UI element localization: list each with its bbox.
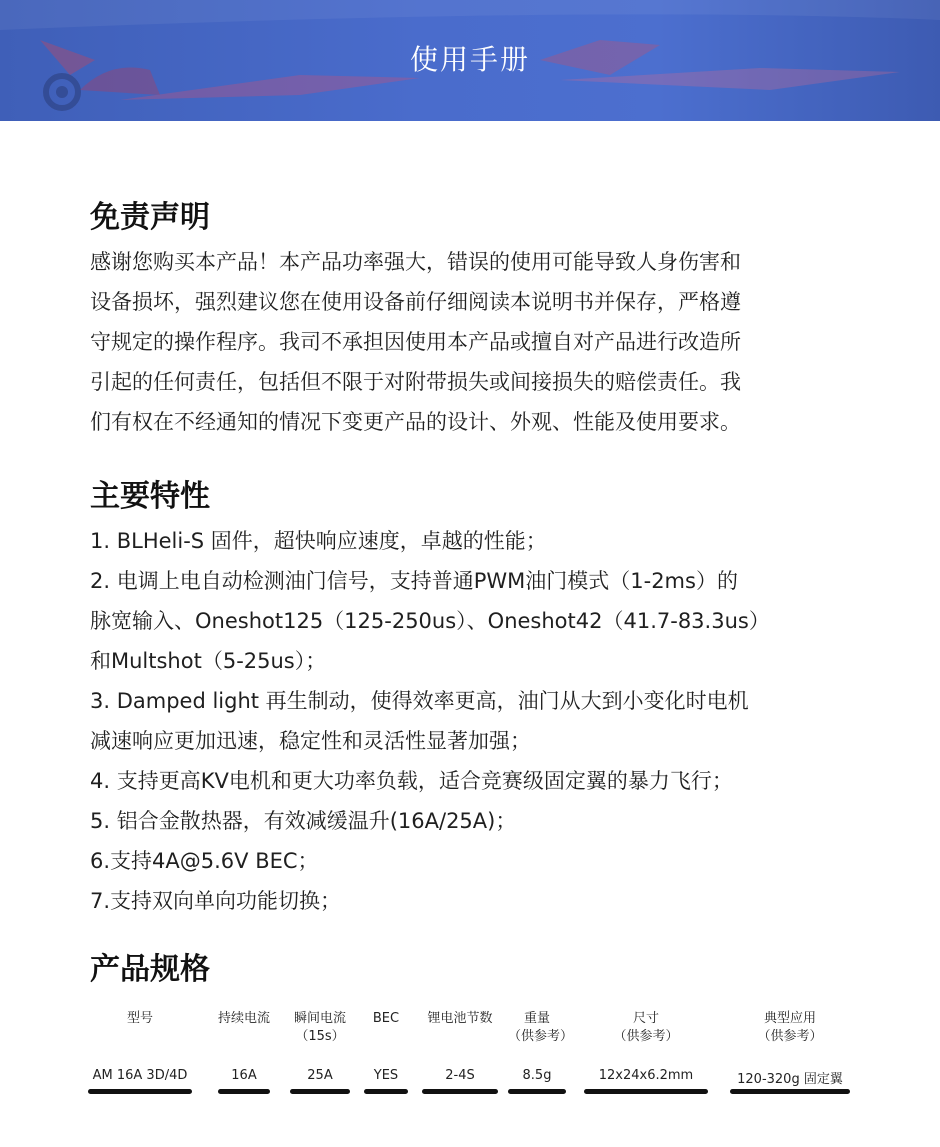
spec-column-bec xyxy=(364,1010,408,1083)
spec-header: 持续电流 xyxy=(218,1011,271,1026)
disclaimer-section xyxy=(90,198,850,442)
feature-item: 脉宽输入、Oneshot125（125-250us）、Oneshot42（41.7-83.3us） xyxy=(90,609,770,633)
spec-value: 120-320g 固定翼 xyxy=(737,1072,843,1087)
spec-column-weight xyxy=(508,1010,574,1083)
feature-item: 4. 支持更高KV电机和更大功率负载，适合竞赛级固定翼的暴力飞行； xyxy=(90,769,733,793)
disclaimer-line: 设备损坏，强烈建议您在使用设备前仔细阅读本说明书并保存，严格遵 xyxy=(90,290,741,314)
feature-item: 6.支持4A@5.6V BEC； xyxy=(90,849,319,873)
features-heading: 主要特性 xyxy=(90,479,210,514)
spec-value: YES xyxy=(373,1068,399,1083)
spec-value: 12x24x6.2mm xyxy=(598,1068,694,1083)
feature-item: 7.支持双向单向功能切换； xyxy=(90,889,342,913)
spec-subheader: （供参考） xyxy=(757,1029,823,1044)
spec-column-model xyxy=(88,1010,192,1083)
spec-column-application xyxy=(730,1010,850,1087)
spec-underline xyxy=(88,1089,192,1094)
disclaimer-line: 引起的任何责任，包括但不限于对附带损失或间接损失的赔偿责任。我 xyxy=(90,370,741,394)
feature-item: 减速响应更加迅速，稳定性和灵活性显著加强； xyxy=(90,729,531,753)
spec-column-continuous-current xyxy=(218,1010,271,1083)
specs-heading: 产品规格 xyxy=(90,952,210,987)
specs-section xyxy=(90,950,850,990)
spec-header: BEC xyxy=(372,1011,400,1026)
spec-header: 锂电池节数 xyxy=(427,1011,493,1026)
spec-header: 尺寸 xyxy=(632,1011,659,1026)
spec-subheader: （15s） xyxy=(295,1029,345,1044)
spec-underline xyxy=(508,1089,566,1094)
spec-subheader: （供参考） xyxy=(613,1029,679,1044)
spec-subheader: （供参考） xyxy=(508,1029,574,1044)
feature-item: 5. 铝合金散热器，有效减缓温升(16A/25A)； xyxy=(90,809,517,833)
features-section xyxy=(90,477,850,921)
spec-underline xyxy=(364,1089,408,1094)
page-title: 使用手册 xyxy=(409,43,530,76)
spec-underline xyxy=(290,1089,350,1094)
feature-item: 2. 电调上电自动检测油门信号，支持普通PWM油门模式（1-2ms）的 xyxy=(90,569,738,593)
spec-header: 典型应用 xyxy=(763,1011,816,1026)
spec-underline xyxy=(730,1089,850,1094)
spec-header: 型号 xyxy=(126,1011,153,1026)
disclaimer-line: 们有权在不经通知的情况下变更产品的设计、外观、性能及使用要求。 xyxy=(90,410,741,434)
spec-underline xyxy=(422,1089,498,1094)
feature-item: 和Multshot（5-25us）； xyxy=(90,649,327,673)
spec-header: 瞬间电流 xyxy=(293,1011,346,1026)
features-list xyxy=(90,521,850,921)
spec-value: 8.5g xyxy=(522,1068,552,1083)
disclaimer-text xyxy=(90,242,850,442)
spec-header: 重量 xyxy=(523,1011,550,1026)
spec-column-dimensions xyxy=(584,1010,708,1083)
spec-column-cells xyxy=(422,1010,498,1083)
feature-item: 3. Damped light 再生制动，使得效率更高，油门从大到小变化时电机 xyxy=(90,689,749,713)
disclaimer-line: 感谢您购买本产品！本产品功率强大，错误的使用可能导致人身伤害和 xyxy=(90,250,741,274)
spec-value: 16A xyxy=(231,1068,257,1083)
spec-underline xyxy=(218,1089,270,1094)
header-banner xyxy=(0,0,940,121)
spec-column-burst-current xyxy=(290,1010,350,1083)
spec-value: 2-4S xyxy=(445,1068,475,1083)
feature-item: 1. BLHeli-S 固件，超快响应速度，卓越的性能； xyxy=(90,529,547,553)
spec-table xyxy=(88,1010,853,1120)
disclaimer-heading: 免责声明 xyxy=(90,200,210,235)
disclaimer-line: 守规定的操作程序。我司不承担因使用本产品或擅自对产品进行改造所 xyxy=(90,330,741,354)
spec-value: AM 16A 3D/4D xyxy=(92,1068,188,1083)
spec-value: 25A xyxy=(307,1068,333,1083)
spec-underline xyxy=(584,1089,708,1094)
